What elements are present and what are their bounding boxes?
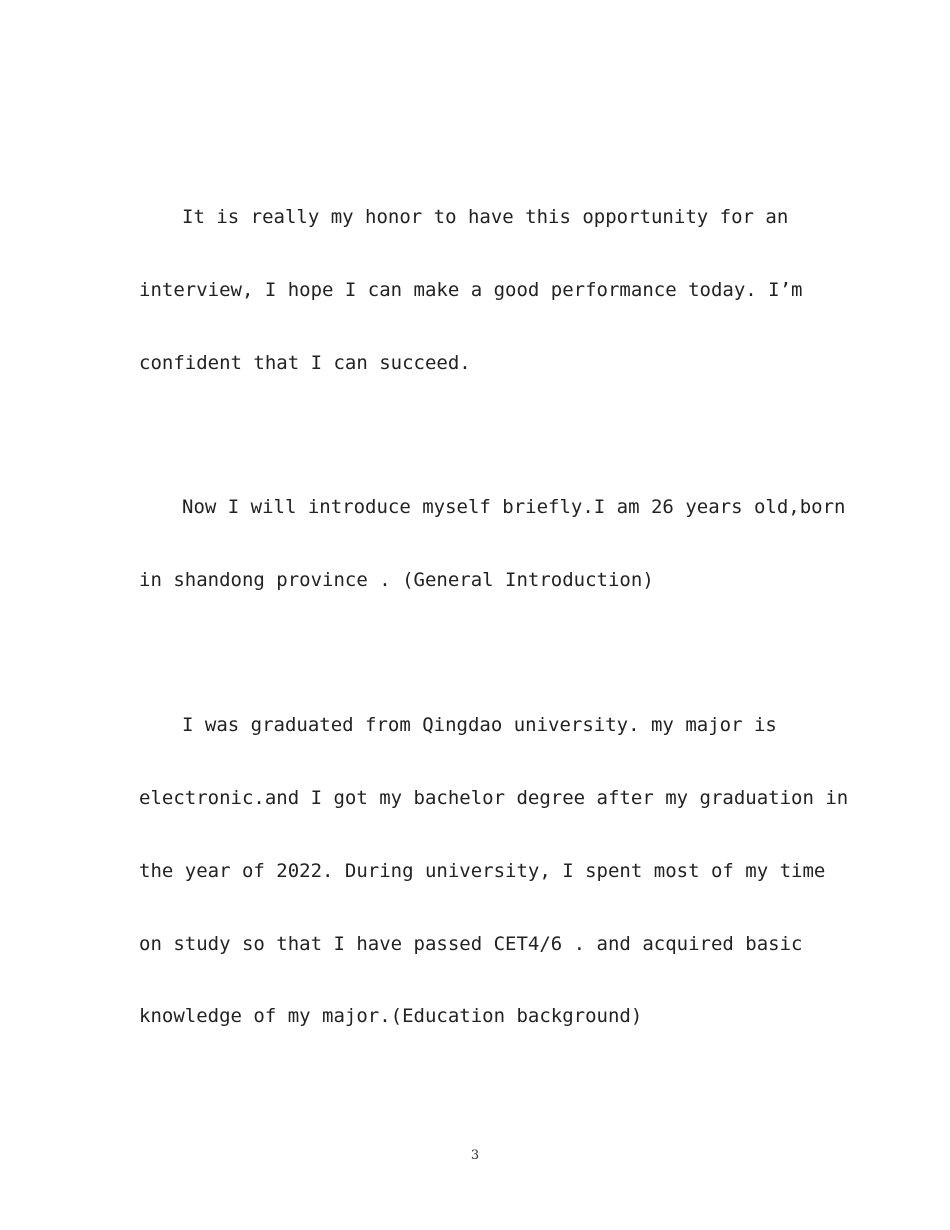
paragraph-line: It is really my honor to have this opportunity for an [182, 206, 789, 228]
paragraph-line: knowledge of my major.(Education background) [139, 1005, 643, 1027]
paragraph-line: the year of 2022. During university, I spent most of my time [139, 860, 826, 882]
paragraph-line: on study so that I have passed CET4/6 . and acquired basic [139, 933, 803, 955]
paragraph-line: interview, I hope I can make a good performance today. I’m [139, 279, 803, 301]
paragraph-line: I was graduated from Qingdao university. my major is [182, 714, 777, 736]
paragraph-line: electronic.and I got my bachelor degree after my graduation in [139, 787, 849, 809]
page-number: 3 [470, 1148, 480, 1163]
paragraph-line: confident that I can succeed. [139, 352, 471, 374]
paragraph-line: in shandong province . (General Introduction) [139, 569, 654, 591]
paragraph-line: Now I will introduce myself briefly.I am 26 years old,born [182, 496, 846, 518]
